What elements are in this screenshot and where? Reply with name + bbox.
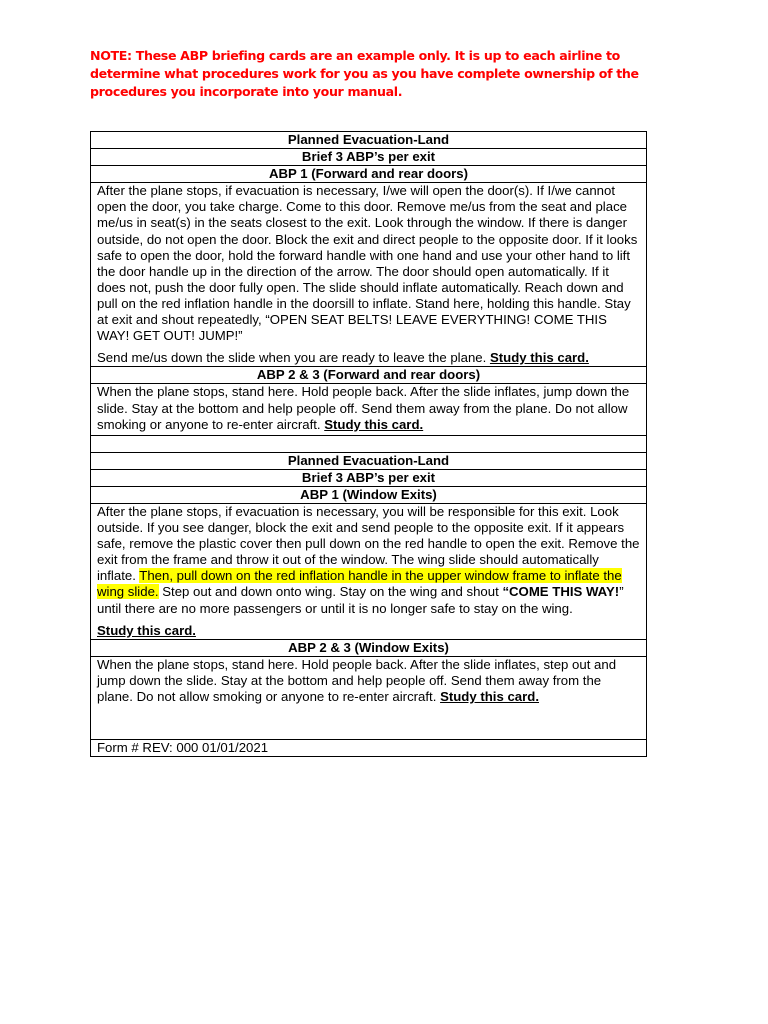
card1-abp1-header: ABP 1 (Forward and rear doors) (91, 166, 647, 183)
card2-abp23-study: Study this card. (440, 689, 539, 704)
card2-abp1-text-a: After the plane stops, if evacuation is necessary, you will be responsible for this exit. Look outside. If you see danger, block the exit and send people to the opposite exit. If it appears safe, remove the plastic cover then pull down on the red handle to open the exit. Remove the exit from the frame and throw it out of the window. The wing slide should automatically inflate. (97, 503, 640, 584)
card1-abp23-body (91, 384, 647, 435)
card1-abp23-study: Study this card. (324, 416, 424, 432)
card2-abp1-body (91, 503, 647, 639)
card2-abp1-paragraph (97, 504, 640, 617)
card2-abp1-text-c: ” until there are no more passengers or until it is no longer safe to stay on the wing. (97, 584, 624, 616)
card2-abp23-text: When the plane stops, stand here. Hold people back. After the slide inflates, step out and jump down the slide. Stay at the bottom and help people off. Send them away from the plane. Do not allow smoking or anyone to re-enter aircraft. (97, 656, 617, 704)
card2-abp1-header: ABP 1 (Window Exits) (91, 486, 647, 503)
card1-abp23-paragraph (97, 384, 640, 432)
card2-subtitle: Brief 3 ABP’s per exit (91, 469, 647, 486)
card2-abp1-study-line (97, 623, 640, 639)
card2-abp1-study: Study this card. (97, 622, 196, 638)
card1-abp1-text2 (97, 350, 640, 366)
card2-abp1-text-b: Step out and down onto wing. Stay on the wing and shout (158, 584, 503, 600)
card2-abp23-body (91, 656, 647, 739)
card1-abp1-text: After the plane stops, if evacuation is necessary, I/we will open the door(s). If I/we cannot open the door, you take charge. Come to this door. Remove me/us from the seat and place me/us in seat(s) in the seats closest to the exit. Look through the window. If there is danger outside, do not open the door. Block the exit and direct people to the opposite door. If it looks safe to open the door, hold the forward handle with one hand and use your other hand to lift the door handle up in the direction of the arrow. The door should open automatically. If it does not, push the door fully open. The slide should inflate automatically. Reach down and pull on the red inflation handle in the doorsill to inflate. Stand here, holding this handle. Stay at exit and shout repeatedly, “OPEN SEAT BELTS! LEAVE EVERYTHING! COME THIS WAY! GET OUT! JUMP!” (97, 183, 638, 344)
card1-abp23-text: When the plane stops, stand here. Hold people back. After the slide inflates, jump down the slide. Stay at the bottom and help people off. Send them away from the plane. Do not allow smoking or anyone to re-enter aircraft. (97, 384, 630, 432)
disclaimer-note: NOTE: These ABP briefing cards are an example only. It is up to each airline to determine what procedures work for you as you have complete ownership of the procedures you incorporate into your manual. (90, 48, 639, 99)
card2-abp23-header: ABP 2 & 3 (Window Exits) (91, 639, 647, 656)
card2-abp1-highlight: Then, pull down on the red inflation handle in the upper window frame to inflate the wing slide. (97, 568, 622, 600)
card1-subtitle: Brief 3 ABP’s per exit (91, 149, 647, 166)
card2-title: Planned Evacuation-Land (91, 452, 647, 469)
card2-abp23-paragraph (97, 657, 640, 705)
card1-abp23-header: ABP 2 & 3 (Forward and rear doors) (91, 367, 647, 384)
card1-abp1-body (91, 183, 647, 367)
form-footer: Form # REV: 000 01/01/2021 (91, 739, 647, 756)
card2-abp1-shout: “COME THIS WAY! (502, 584, 620, 600)
spacer-row (91, 435, 647, 452)
card1-abp1-study: Study this card. (489, 350, 589, 366)
card1-title: Planned Evacuation-Land (91, 132, 647, 149)
card1-abp1-send-text: Send me/us down the slide when you are ready to leave the plane. (97, 350, 490, 366)
briefing-card-table (90, 131, 647, 757)
